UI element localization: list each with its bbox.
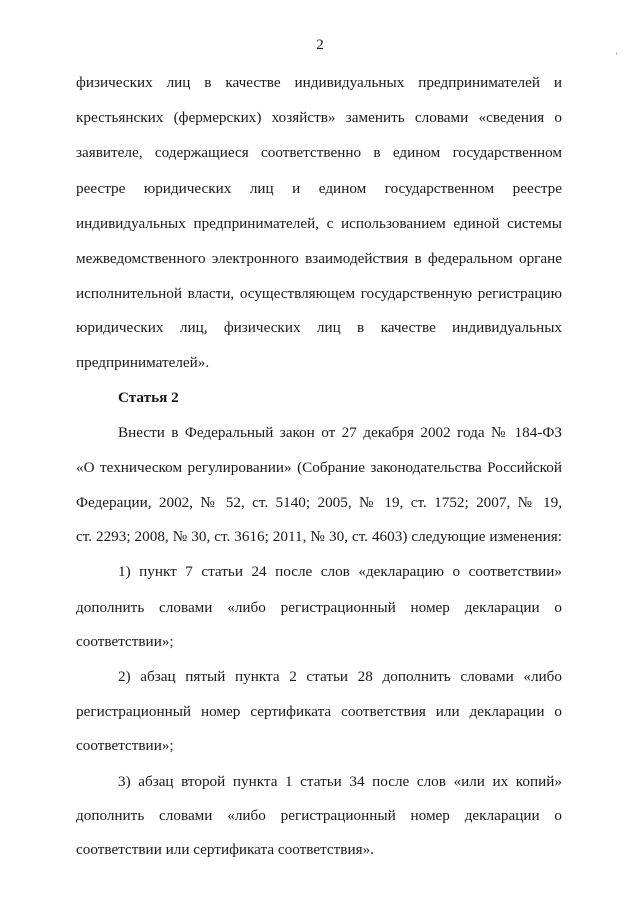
text-line: 3) абзац второй пункта 1 статьи 34 после слов «или их копий» [118,773,562,790]
text-line: Внести в Федеральный закон от 27 декабря 2002 года № 184-ФЗ [118,424,562,441]
text-line: 1) пункт 7 статьи 24 после слов «декларацию о соответствии» [118,563,562,580]
text-line: исполнительной власти, осуществляющем государственную регистрацию [76,285,562,302]
text-line: реестре юридических лиц и едином государственном реестре [76,180,562,197]
text-line: соответствии или сертификата соответствия». [76,841,374,858]
text-line: Федерации, 2002, № 52, ст. 5140; 2005, № 19, ст. 1752; 2007, № 19, [76,494,562,511]
text-line: предпринимателей». [76,354,210,371]
text-line: ст. 2293; 2008, № 30, ст. 3616; 2011, № 30, ст. 4603) следующие изменения: [76,528,562,545]
text-line: соответствии»; [76,633,174,650]
margin-mark [616,52,617,55]
text-line: заявителе, содержащиеся соответственно в едином государственном [76,144,562,161]
text-line: «О техническом регулировании» (Собрание законодательства Российской [76,459,562,476]
text-line: юридических лиц, физических лиц в качестве индивидуальных [76,319,562,336]
text-line: соответствии»; [76,737,174,754]
text-line: 2) абзац пятый пункта 2 статьи 28 дополнить словами «либо [118,668,562,685]
text-line: крестьянских (фермерских) хозяйств» заменить словами «сведения о [76,109,562,126]
page-number: 2 [316,37,324,53]
text-line: регистрационный номер сертификата соответствия или декларации о [76,703,562,720]
text-line: дополнить словами «либо регистрационный номер декларации о [76,599,562,616]
text-line: межведомственного электронного взаимодействия в федеральном органе [76,250,562,267]
text-line: индивидуальных предпринимателей, с использованием единой системы [76,215,562,232]
text-line: дополнить словами «либо регистрационный номер декларации о [76,807,562,824]
article-heading: Статья 2 [118,389,179,406]
text-line: физических лиц в качестве индивидуальных предпринимателей и [76,74,562,91]
